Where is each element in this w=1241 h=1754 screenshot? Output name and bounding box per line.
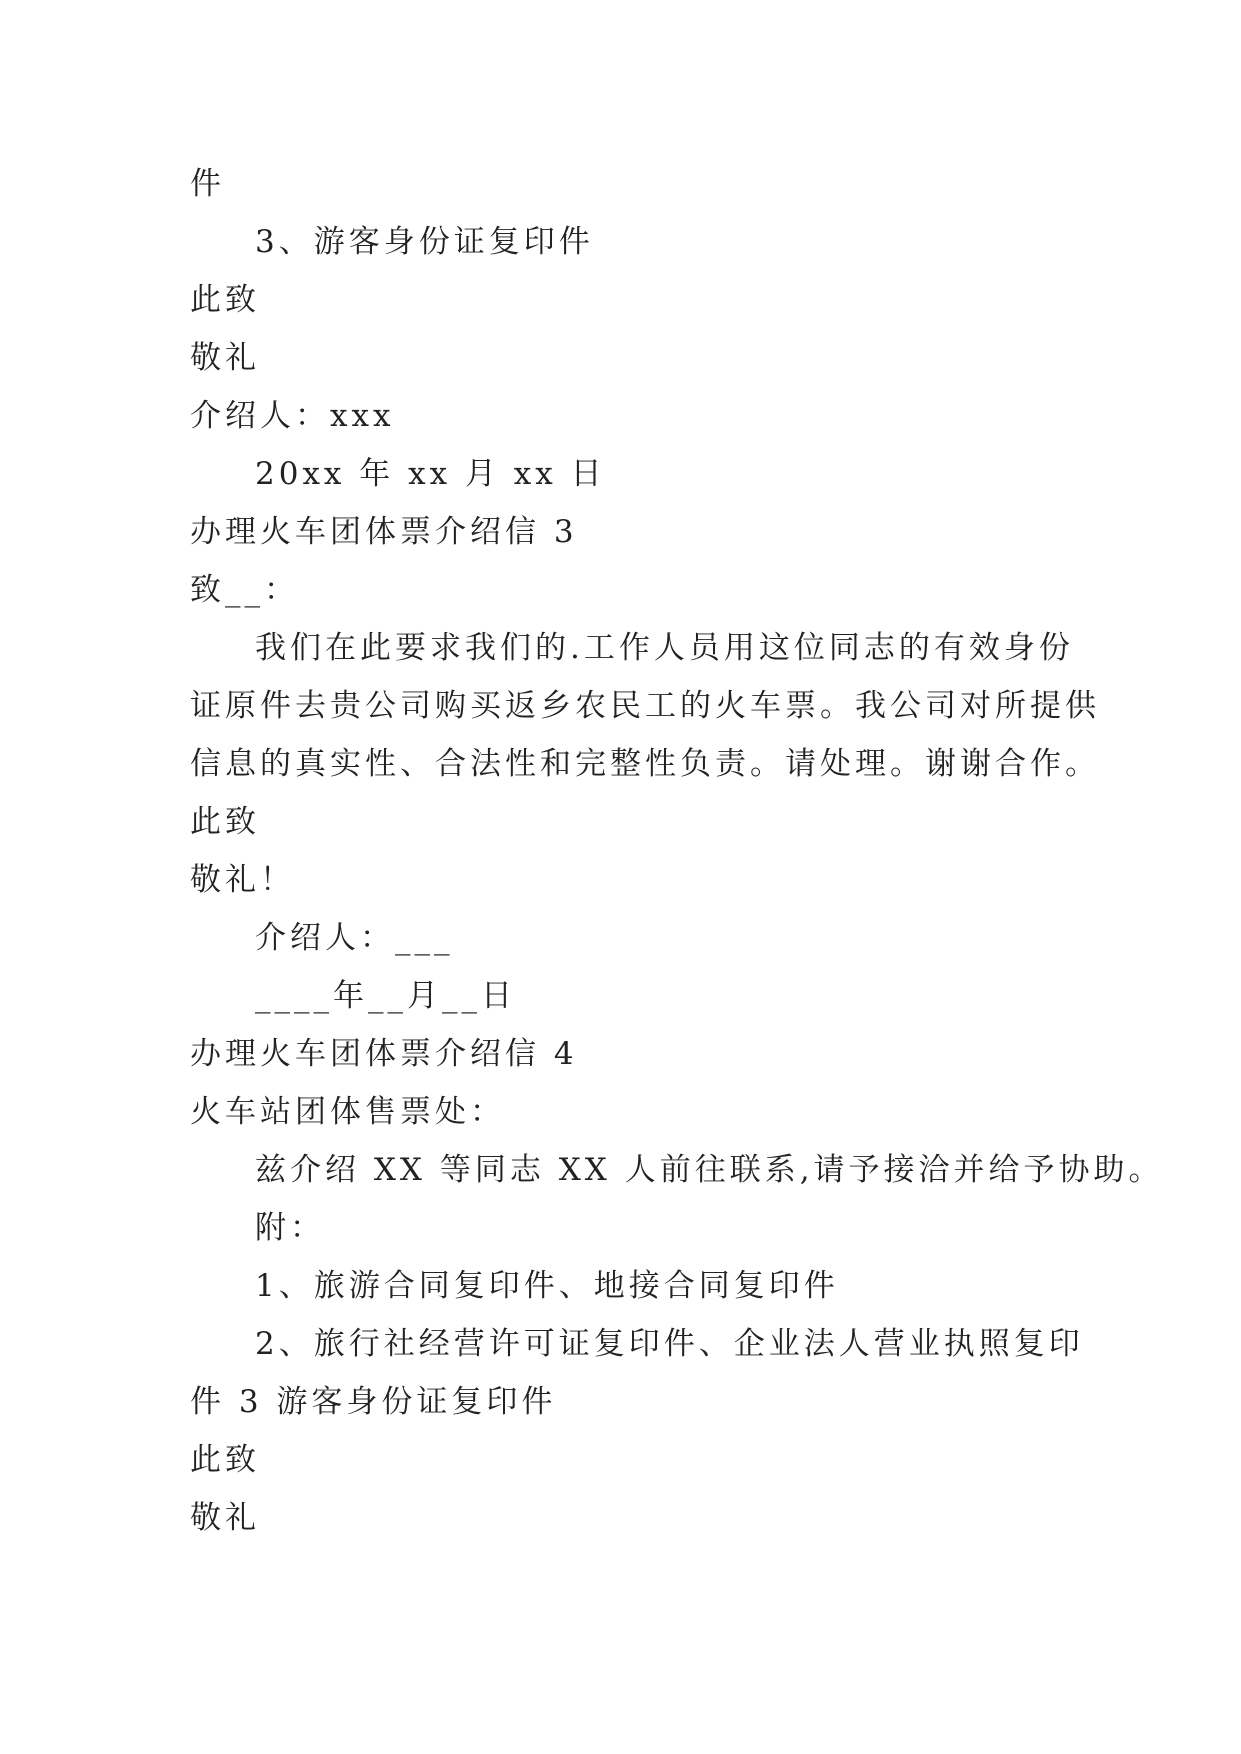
text-line: 件 3 游客身份证复印件 [190,1384,557,1420]
text-line: 介绍人：xxx [190,398,395,434]
text-line: 敬礼！ [190,862,295,898]
text-line: 我们在此要求我们的.工作人员用这位同志的有效身份 [255,630,1074,666]
text-line: 此致 [190,1442,260,1478]
text-line: 1、旅游合同复印件、地接合同复印件 [255,1268,839,1304]
text-line: 敬礼 [190,1500,260,1536]
text-line: 兹介绍 XX 等同志 XX 人前往联系,请予接洽并给予协助。 [255,1152,1164,1188]
text-line: 证原件去贵公司购买返乡农民工的火车票。我公司对所提供 [190,688,1100,724]
date-line: 20xx 年 xx 月 xx 日 [255,456,606,492]
text-line: 此致 [190,804,260,840]
text-line: 3、游客身份证复印件 [255,224,594,260]
text-line: 附： [255,1210,325,1246]
text-line: 信息的真实性、合法性和完整性负责。请处理。谢谢合作。 [190,746,1100,782]
text-line: 敬礼 [190,340,260,376]
text-line: 2、旅行社经营许可证复印件、企业法人营业执照复印 [255,1326,1084,1362]
date-line: ____年__月__日 [255,978,516,1014]
text-line: 介绍人：___ [255,920,454,956]
text-line: 火车站团体售票处： [190,1094,505,1130]
section-title: 办理火车团体票介绍信 3 [190,514,578,550]
text-line: 此致 [190,282,260,318]
section-title: 办理火车团体票介绍信 4 [190,1036,578,1072]
text-line: 件 [190,166,225,202]
text-line: 致__： [190,572,299,608]
